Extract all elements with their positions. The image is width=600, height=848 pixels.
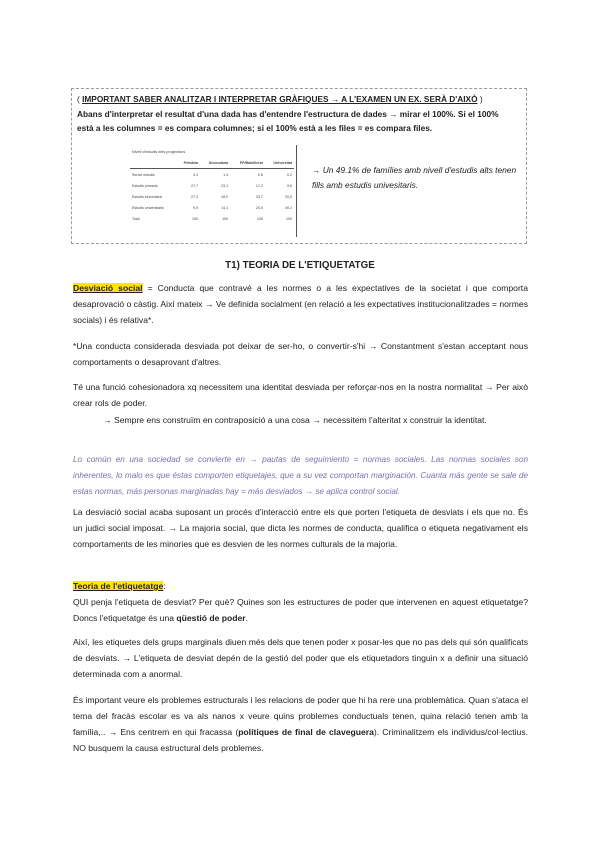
table-row: [130, 213, 294, 224]
callout-suffix: ): [477, 94, 483, 104]
power-question: qüestió de poder: [176, 613, 246, 623]
table-cell: 49,1: [285, 205, 292, 210]
structural-text: És important veure els problemes estructurals i les relacions de poder que hi ha rere una problemàtica. Quan s'ataca el tema del fracàs escolar es va als nanos x veure quins problemes conductuals tenen, quina relació tenen amb la família,.. → Ens centrem en qui fracassa (: [73, 695, 528, 737]
table-cell: 100: [222, 216, 229, 221]
exam-callout-box: [71, 88, 527, 244]
callout-line-3: està a les columnes = es compara columnes; si el 100% està a les files = es compara files.: [77, 123, 433, 133]
table-cell: 1,4: [223, 172, 229, 177]
period: .: [245, 613, 249, 623]
callout-important-line: [77, 94, 483, 104]
paragraph-definition: [73, 280, 528, 328]
term-teoria-etiquetatge: Teoria de l'etiquetatge: [73, 581, 164, 591]
table-cell: 100: [192, 216, 199, 221]
table-cell: 0,8: [257, 172, 263, 177]
table-cell: 33,7: [255, 194, 263, 199]
table-cell: 17,2: [255, 183, 263, 188]
table-cell: 3,4: [193, 172, 199, 177]
paragraph-function: Té una funció cohesionadora xq necessitem una identitat desviada per reforçar-nos en la nostra normalitat → Per això crear rols de poder.: [73, 382, 528, 408]
colon: :: [163, 581, 166, 591]
parents-education-table: [130, 147, 294, 224]
term-desviacio-social: Desviació social: [73, 283, 143, 293]
table-row: [130, 169, 294, 181]
table-cell: 9,6: [287, 183, 292, 188]
paragraph-relativity: *Una conducta considerada desviada pot deixar de ser-ho, o convertir-s'hi → Constantment s'estan acceptant nous comportaments o desaprovant d'altres.: [73, 341, 528, 367]
table-header: Secundària: [200, 157, 230, 169]
table-row: [130, 180, 294, 191]
table-cell: Estudis universitaris: [132, 205, 164, 210]
structural-end: ). Criminalitzem els individus/col·lectius. NO busquem la causa estructural dels problemes.: [73, 727, 529, 753]
table-cell: 20,5: [285, 194, 292, 199]
table-cell: 100: [286, 216, 292, 221]
paragraph-interaction: La desviació social acaba suposant un procés d'interacció entre els que porten l'etiqueta de desviats i els que no. És un judici social imposat. → La majoria social, que dicta les normes de conducta, qualifica o etiqueta negativament els comportaments de les minories que es desvien de les normes culturals de la majoria.: [73, 507, 528, 549]
table-interpretation-note: → Un 49.1% de famílies amb nivell d'estudis alts tenen fills amb estudis univesitaris.: [312, 165, 517, 190]
table-row: [130, 202, 294, 213]
callout-prefix: (: [77, 94, 83, 104]
table-header: [130, 157, 176, 169]
table-header: FP/Batxillerat: [230, 157, 265, 169]
callout-line-2: Abans d'interpretar el resultat d'una dada has d'entendre l'estructura de dades → mirar el 100%. Si el 100%: [77, 109, 499, 119]
table-cell: 28,0: [221, 194, 229, 199]
table-cell: 27,7: [191, 183, 199, 188]
section-title: T1) TEORIA DE L'ETIQUETATGE: [225, 260, 375, 271]
labeling-text: QUI penja l'etiqueta de desviat? Per què? Quines son les estructures de poder que intervenen en aquest etiquetatge? Doncs l'etiquetatge és una: [73, 597, 528, 623]
table-cell: 14,1: [221, 205, 229, 210]
table-cell: Estudis primaris: [132, 183, 158, 188]
table-cell: 0,2: [287, 172, 292, 177]
table-cell: 9,9: [193, 205, 199, 210]
table-row: [130, 191, 294, 202]
sewer-policies: polítiques de final de claveguera: [238, 727, 374, 737]
paragraph-structural: [73, 692, 528, 756]
table-cell: 27,3: [191, 194, 199, 199]
callout-important-text: IMPORTANT SABER ANALITZAR I INTERPRETAR GRÀFIQUES → A L'EXAMEN UN EX. SERÀ D'AIXÒ: [82, 94, 478, 104]
paragraph-power-labels: Així, les etiquetes dels grups marginals diuen més dels que tenen poder x posar-les que no pas dels qui són qualificats de desviats. → L'etiqueta de desviat depén de la gestió del poder que els etiquetadors tinguin x a definir una situació determinada com a anormal.: [73, 637, 528, 679]
table-header: Primària: [176, 157, 200, 169]
table-cell: Sense estudis: [132, 172, 155, 177]
definition-text: = Conducta que contravé a les normes o a les expectatives de la societat i que comporta desaprovació o càstig. Així mateix → Ve definida socialment (en relació a les expectatives institucionalitzades = normes socials) i és relativa*.: [73, 283, 528, 325]
table-header: Universitat: [265, 157, 294, 169]
table-cell: 100: [256, 216, 263, 221]
table-cell: Estudis secundaris: [132, 194, 163, 199]
table-caption: Nivell d'estudis dels progenitors: [132, 150, 186, 154]
paragraph-labeling-theory: [73, 578, 528, 626]
paragraph-spanish-note: Lo común en una sociedad se convierte en → pautas de seguimiento = normas sociales. Las normas sociales son inherentes, lo malo es que éstas comporten etiquetajes, que a su vez comportan marginación. Cuanta más gente se sale de estas normas, más personas marginadas hay = más desviados → se aplica control social.: [73, 455, 528, 496]
table-cell: 25,0: [255, 205, 263, 210]
table-cell: 23,1: [221, 183, 229, 188]
table-cell: Total: [132, 216, 140, 221]
paragraph-alterity: → Sempre ens construïm en contraposició a una cosa → necessitem l'alteritat x construir la identitat.: [103, 415, 487, 425]
